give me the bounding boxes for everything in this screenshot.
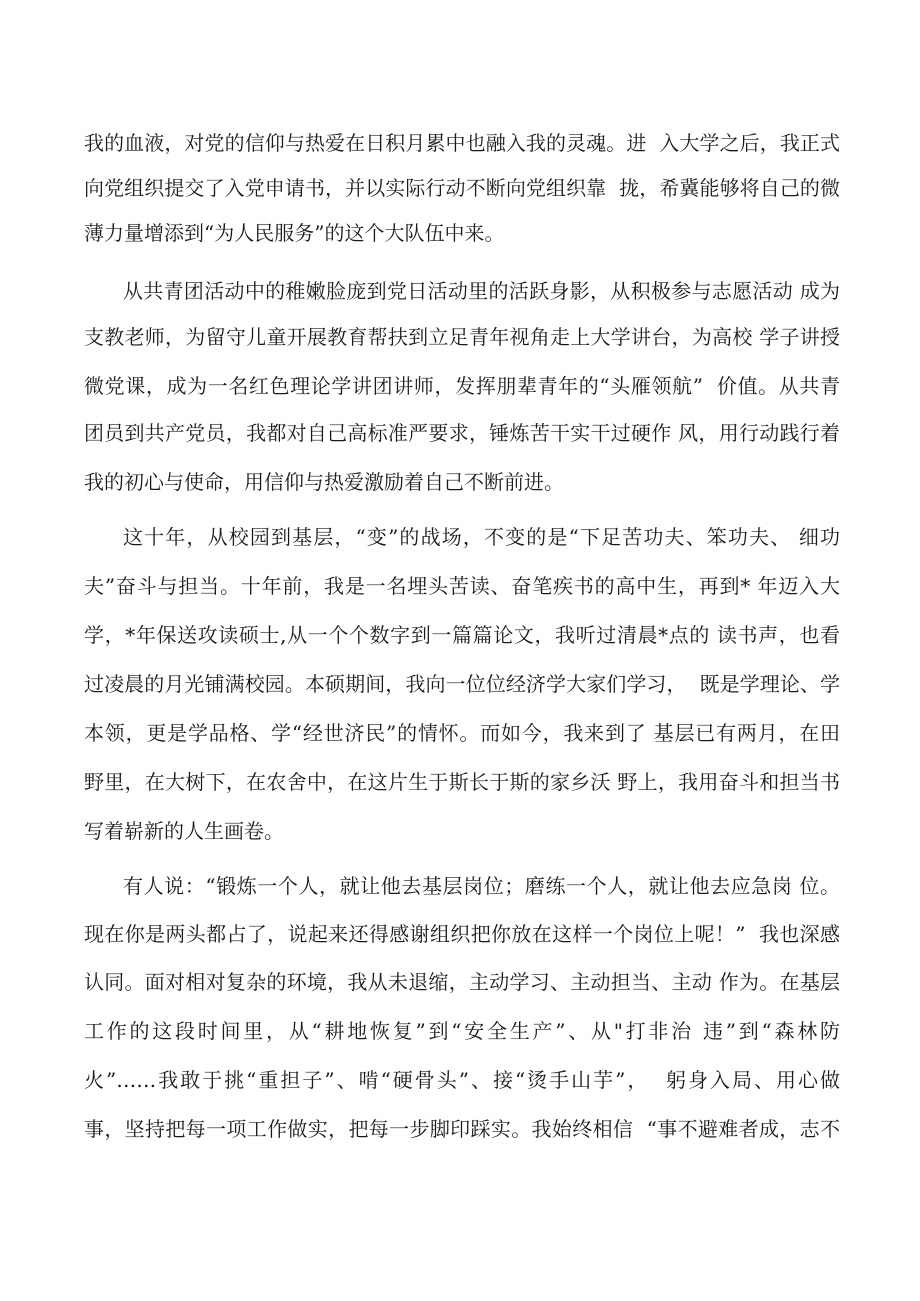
paragraph-4-line-6: 事，坚持把每一项工作做实，把每一步脚印踩实。我始终相信 “事不避难者成，志不 — [84, 1117, 840, 1141]
paragraph-3-line-1: 这十年，从校园到基层，“变”的战场，不变的是“下足苦功夫、笨功夫、 细功 — [123, 525, 840, 549]
paragraph-4-line-2: 现在你是两头都占了，说起来还得感谢组织把你放在这样一个岗位上呢！” 我也深感 — [84, 922, 840, 946]
paragraph-3-line-7: 写着崭新的人生画卷。 — [84, 819, 284, 843]
paragraph-3-line-5: 本领，更是学品格、学“经世济民”的情怀。而如今，我来到了 基层已有两月，在田 — [84, 721, 840, 745]
paragraph-3-line-4: 过凌晨的月光铺满校园。本硕期间，我向一位位经济学大家们学习， 既是学理论、学 — [84, 672, 840, 696]
paragraph-4-line-5: 火”……我敢于挑“重担子”、啃“硬骨头”、接“烫手山芋”， 躬身入局、用心做 — [84, 1068, 840, 1092]
paragraph-1-line-3: 薄力量增添到“为人民服务”的这个大队伍中来。 — [84, 221, 505, 245]
paragraph-4-line-3: 认同。面对相对复杂的环境，我从未退缩，主动学习、主动担当、主动 作为。在基层 — [84, 970, 840, 994]
paragraph-4-line-1: 有人说：“锻炼一个人，就让他去基层岗位；磨练一个人，就让他去应急岗 位。 — [123, 874, 840, 898]
paragraph-2-line-4: 团员到共产党员，我都对自己高标准严要求，锤炼苦干实干过硬作 风，用行动践行着 — [84, 421, 840, 445]
paragraph-2-line-1: 从共青团活动中的稚嫩脸庞到党日活动里的活跃身影，从积极参与志愿活动 成为 — [123, 279, 840, 303]
paragraph-2-line-2: 支教老师，为留守儿童开展教育帮扶到立足青年视角走上大学讲台，为高校 学子讲授 — [84, 325, 840, 349]
paragraph-4-line-4: 工作的这段时间里，从“耕地恢复”到“安全生产”、从"打非治 违”到“森林防 — [84, 1019, 840, 1043]
paragraph-1-line-1: 我的血液，对党的信仰与热爱在日积月累中也融入我的灵魂。进 入大学之后，我正式 — [84, 131, 840, 155]
paragraph-3-line-2: 夫”奋斗与担当。十年前，我是一名埋头苦读、奋笔疾书的高中生，再到* 年迈入大 — [84, 574, 840, 598]
paragraph-2-line-5: 我的初心与使命，用信仰与热爱激励着自己不断前进。 — [84, 470, 564, 494]
paragraph-1-line-2: 向党组织提交了入党申请书，并以实际行动不断向党组织靠 拢，希冀能够将自己的微 — [84, 176, 840, 200]
paragraph-3-line-3: 学，*年保送攻读硕士,从一个个数字到一篇篇论文，我听过清晨*点的 读书声，也看 — [84, 623, 840, 647]
paragraph-2-line-3: 微党课，成为一名红色理论学讲团讲师，发挥朋辈青年的“头雁领航” 价值。从共青 — [84, 374, 840, 398]
paragraph-3-line-6: 野里，在大树下，在农舍中，在这片生于斯长于斯的家乡沃 野上，我用奋斗和担当书 — [84, 770, 840, 794]
